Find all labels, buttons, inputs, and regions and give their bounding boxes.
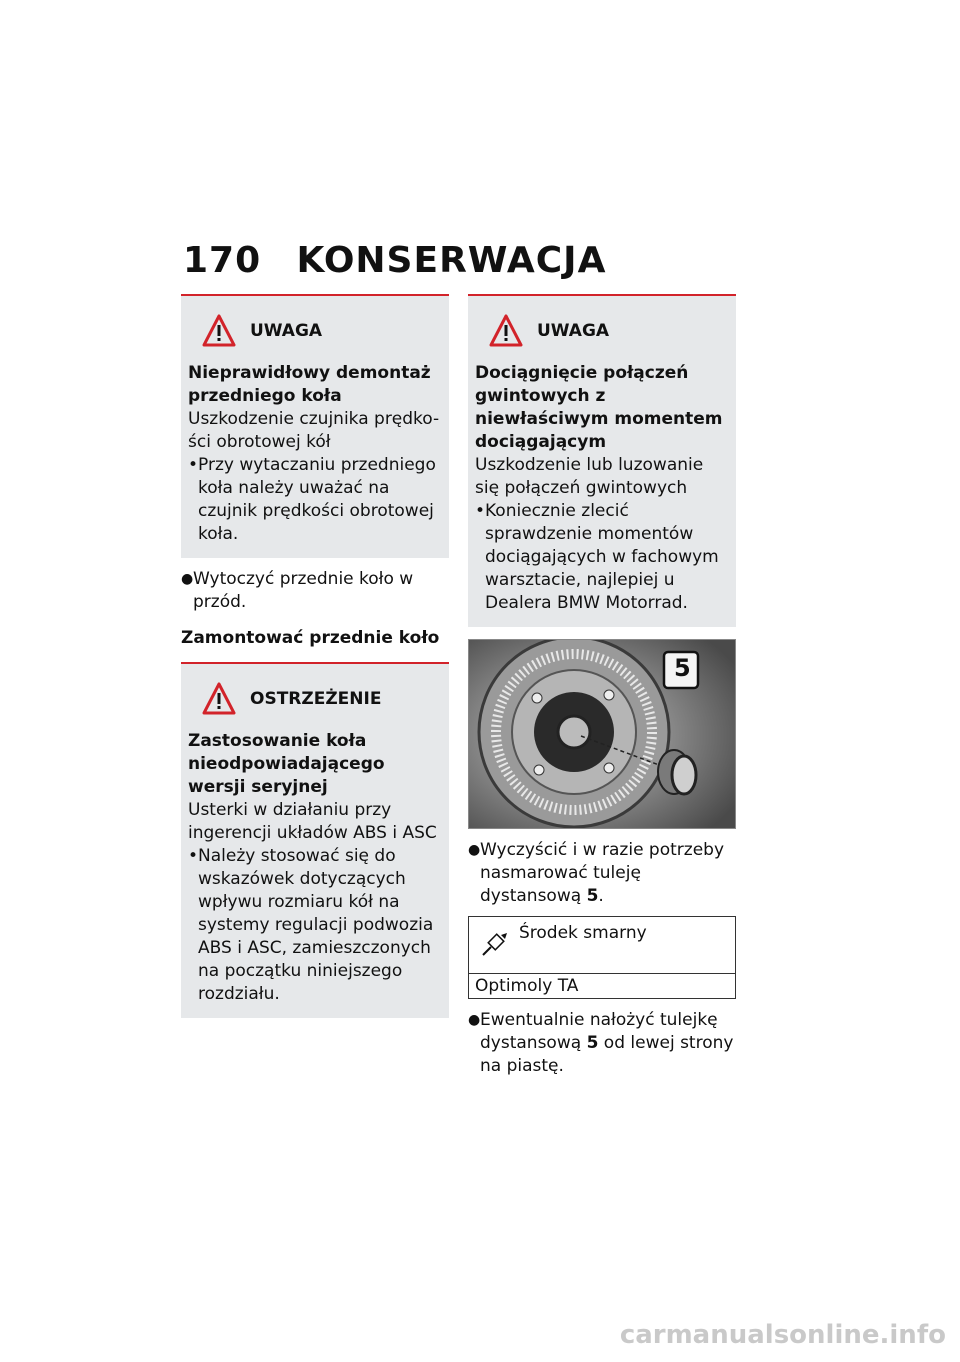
notice-bullet: • Koniecznie zlecić sprawdzenie momentów dociągających w fachowym warsztacie, najlepiej u Dealera BMW Motorrad. bbox=[475, 500, 730, 615]
step-text: Wytoczyć przednie koło w przód. bbox=[193, 569, 414, 612]
notice-bullet: • Przy wytaczaniu przedniego koła należy uważać na czujnik prędkości obrotowej koła. bbox=[188, 454, 443, 546]
step-text-part: . bbox=[598, 886, 604, 906]
left-column bbox=[181, 294, 449, 1018]
grease-gun-icon bbox=[481, 931, 509, 957]
notice-label: UWAGA bbox=[250, 321, 323, 341]
step-text bbox=[480, 839, 736, 908]
callout-label: 5 bbox=[674, 654, 691, 682]
notice-box bbox=[468, 294, 736, 627]
wheel-hub-illustration bbox=[469, 640, 736, 829]
step-text-part: Ewentualnie nałożyć tulejkę dystansową bbox=[480, 1010, 718, 1053]
part-reference: 5 bbox=[586, 1033, 599, 1053]
section-title: KONSERWACJA bbox=[296, 240, 607, 281]
step-text bbox=[480, 1009, 736, 1078]
step-item: ● Wyczyścić i w razie potrzeby nasmarować tuleję dystansową 5. bbox=[468, 839, 736, 908]
right-column bbox=[468, 294, 736, 1078]
warning-bullet-text: Należy stosować się do wskazówek dotyczących wpływu rozmiaru kół na systemy regulacji podwozia ABS i ASC, zamieszczonych na początku niniejszego rozdziału. bbox=[198, 846, 434, 1004]
subheading: Zamontować przednie koło bbox=[181, 628, 440, 648]
warning-triangle-icon bbox=[489, 314, 523, 348]
notice-text: Uszkodzenie lub luzowanie się połączeń gwintowych bbox=[475, 455, 704, 498]
warning-triangle-icon bbox=[202, 314, 236, 348]
warning-box bbox=[181, 662, 449, 1018]
notice-box bbox=[181, 294, 449, 558]
step-item: ● Wytoczyć przednie koło w przód. bbox=[181, 568, 449, 614]
notice-title bbox=[475, 314, 730, 348]
wheel-hub-photo bbox=[468, 639, 736, 829]
warning-label: OSTRZEŻENIE bbox=[250, 689, 382, 709]
watermark: carmanualsonline.info bbox=[619, 1320, 946, 1350]
notice-heading: Dociągnięcie połączeń gwintowych z niewłaściwym momentem dociągającym bbox=[475, 363, 723, 452]
notice-title bbox=[188, 314, 443, 348]
warning-triangle-icon bbox=[202, 682, 236, 716]
notice-bullet-text: Przy wytaczaniu przedniego koła należy uważać na czujnik prędkości obrotowej koła. bbox=[198, 455, 436, 544]
step-text-part: od lewej strony na piastę. bbox=[480, 1033, 734, 1076]
warning-heading: Zastosowanie koła nieodpowiadającego wersji seryjnej bbox=[188, 731, 385, 797]
step-item: ● Ewentualnie nałożyć tulejkę dystansową 5 od lewej strony na piastę. bbox=[468, 1009, 736, 1078]
notice-text: Uszkodzenie czujnika prędko-ści obrotowej kół bbox=[188, 409, 440, 452]
warning-title bbox=[188, 682, 443, 716]
lubricant-label: Środek smarny bbox=[519, 923, 647, 943]
warning-bullet: • Należy stosować się do wskazówek dotyczących wpływu rozmiaru kół na systemy regulacji podwozia ABS i ASC, zamieszczonych na początku niniejszego rozdziału. bbox=[188, 845, 443, 1006]
lubricant-table bbox=[468, 916, 736, 999]
notice-label: UWAGA bbox=[537, 321, 610, 341]
notice-bullet-text: Koniecznie zlecić sprawdzenie momentów dociągających w fachowym warsztacie, najlepiej u Dealera BMW Motorrad. bbox=[485, 501, 719, 613]
part-reference: 5 bbox=[586, 886, 599, 906]
warning-text: Usterki w działaniu przy ingerencji układów ABS i ASC bbox=[188, 800, 437, 843]
notice-heading: Nieprawidłowy demontaż przedniego koła bbox=[188, 363, 431, 406]
page-header bbox=[183, 240, 606, 281]
lubricant-value: Optimoly TA bbox=[475, 976, 579, 996]
step-text-part: Wyczyścić i w razie potrzeby nasmarować tuleję dystansową bbox=[480, 840, 725, 906]
page-number: 170 bbox=[183, 240, 262, 281]
